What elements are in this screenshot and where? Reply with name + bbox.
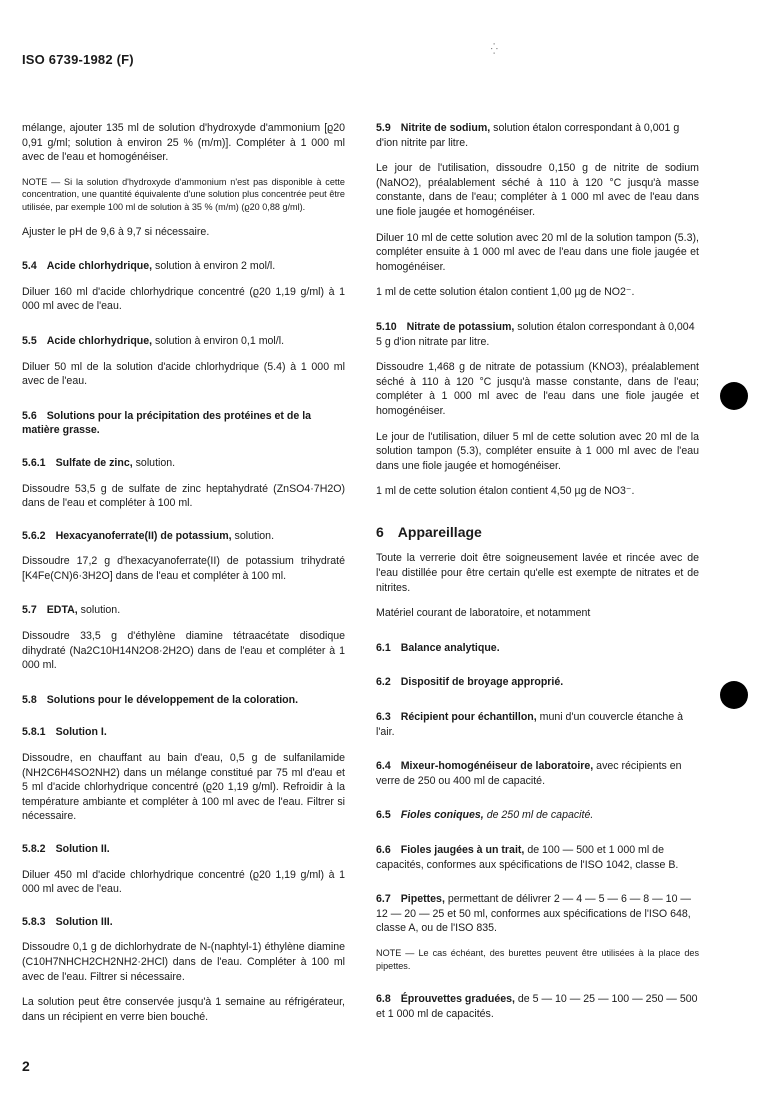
paragraph: Diluer 50 ml de la solution d'acide chlorhydrique (5.4) à 1 000 ml avec de l'eau.	[22, 360, 345, 388]
section-heading-6-4: 6.4 Mixeur-homogénéiseur de laboratoire, avec récipients en verre de 250 ou 400 ml de capacité.	[376, 760, 682, 787]
section-heading-6-1: 6.1 Balance analytique.	[376, 641, 500, 654]
left-column	[22, 121, 345, 1035]
punch-hole-top	[720, 382, 748, 410]
section-heading-6-6: 6.6 Fioles jaugées à un trait, de 100 — 500 et 1 000 ml de capacités, conformes aux spécifications de l'ISO 1042, classe B.	[376, 844, 679, 871]
right-column	[376, 121, 699, 1032]
section-heading-6-3: 6.3 Récipient pour échantillon, muni d'un couvercle étanche à l'air.	[376, 711, 684, 738]
paragraph: Le jour de l'utilisation, dissoudre 0,150 g de nitrite de sodium (NaNO2), préalablement séché à 110 à 120 °C jusqu'à masse constante, dans de l'eau; compléter à 1 000 ml avec de l'eau dans une fiole jaugée et homogénéiser.	[376, 162, 699, 218]
paragraph: Dissoudre 0,1 g de dichlorhydrate de N-(naphtyl-1) éthylène diamine (C10H7NHCH2CH2NH2·2HCl) dans de l'eau. Compléter à 100 ml avec de l'eau. Filtrer si nécessaire.	[22, 941, 345, 983]
paragraph: 1 ml de cette solution étalon contient 4,50 µg de NO3⁻.	[376, 485, 635, 498]
page-number: 2	[22, 1058, 30, 1074]
section-heading-5-8: 5.8 Solutions pour le développement de la coloration.	[22, 693, 299, 706]
paragraph: Dissoudre 17,2 g d'hexacyanoferrate(II) de potassium trihydraté [K4Fe(CN)6·3H2O] dans de l'eau et compléter à 100 ml.	[22, 555, 345, 582]
paragraph: Dissoudre 53,5 g de sulfate de zinc heptahydraté (ZnSO4·7H2O) dans de l'eau et compléter à 100 ml.	[22, 482, 345, 510]
margin-mark: ·:·	[488, 41, 503, 57]
paragraph: Matériel courant de laboratoire, et notamment	[376, 607, 591, 620]
paragraph: Diluer 10 ml de cette solution avec 20 ml de la solution tampon (5.3), compléter ensuite à 1 000 ml avec de l'eau dans une fiole jaugée et homogénéiser.	[376, 231, 699, 273]
section-heading-5-8-2: 5.8.2 Solution II.	[22, 843, 110, 855]
paragraph: Le jour de l'utilisation, diluer 5 ml de cette solution avec 20 ml de la solution tampon (5.3), compléter ensuite à 1 000 ml avec de l'eau dans une fiole jaugée et homogénéiser.	[376, 430, 699, 472]
section-heading-6-2: 6.2 Dispositif de broyage approprié.	[376, 676, 564, 689]
paragraph: Diluer 160 ml d'acide chlorhydrique concentré (ϱ20 1,19 g/ml) à 1 000 ml avec de l'eau.	[22, 285, 345, 313]
section-heading-5-4: 5.4 Acide chlorhydrique, solution à environ 2 mol/l.	[22, 260, 276, 273]
paragraph: 1 ml de cette solution étalon contient 1,00 µg de NO2⁻.	[376, 286, 635, 299]
section-heading-5-5: 5.5 Acide chlorhydrique, solution à environ 0,1 mol/l.	[22, 334, 285, 347]
paragraph: Dissoudre, en chauffant au bain d'eau, 0,5 g de sulfanilamide (NH2C6H4SO2NH2) dans un mélange constitué par 75 ml d'eau et 5 ml d'acide chlorhydrique concentré (ϱ20 1,19 g/ml). Refroidir à la température ambiante et compléter à 100 ml avec de l'eau. Filtrer si nécessaire.	[22, 752, 345, 823]
paragraph: Toute la verrerie doit être soigneusement lavée et rincée avec de l'eau distillée pour être certain qu'elle est exempte de nitrates et de nitrites.	[376, 552, 699, 594]
note: NOTE — Le cas échéant, des burettes peuvent être utilisées à la place des pipettes.	[376, 947, 699, 971]
section-heading-5-7: 5.7 EDTA, solution.	[22, 604, 121, 617]
section-heading-5-6-2: 5.6.2 Hexacyanoferrate(II) de potassium, solution.	[22, 529, 275, 542]
section-heading-6: 6 Appareillage	[376, 523, 482, 540]
paragraph: Ajuster le pH de 9,6 à 9,7 si nécessaire.	[22, 225, 210, 238]
paragraph: Diluer 450 ml d'acide chlorhydrique concentré (ϱ20 1,19 g/ml) à 1 000 ml avec de l'eau.	[22, 868, 345, 896]
section-heading-5-6-1: 5.6.1 Sulfate de zinc, solution.	[22, 456, 176, 469]
section-heading-6-7: 6.7 Pipettes, permettant de délivrer 2 — 4 — 5 — 6 — 8 — 10 — 12 — 20 — 25 et 50 ml, conformes aux spécifications de l'ISO 648, classe A, ou de l'ISO 835.	[376, 893, 692, 935]
section-heading-6-5: 6.5 Fioles coniques, de 250 ml de capacité.	[376, 809, 594, 822]
paragraph: Dissoudre 1,468 g de nitrate de potassium (KNO3), préalablement séché à 110 à 120 °C jusqu'à masse constante, dans de l'eau; compléter à 1 000 ml avec de l'eau dans une fiole jaugée et homogénéiser.	[376, 361, 699, 417]
section-heading-5-6: 5.6 Solutions pour la précipitation des protéines et de la matière grasse.	[22, 409, 312, 437]
section-heading-6-8: 6.8 Éprouvettes graduées, de 5 — 10 — 25 — 100 — 250 — 500 et 1 000 ml de capacités.	[376, 993, 698, 1020]
paragraph: mélange, ajouter 135 ml de solution d'hydroxyde d'ammonium [ϱ20 0,91 g/ml; solution à environ 25 % (m/m)]. Compléter à 1 000 ml avec de l'eau et homogénéiser.	[22, 122, 345, 164]
punch-hole-bottom	[720, 681, 748, 709]
section-heading-5-9: 5.9 Nitrite de sodium, solution étalon correspondant à 0,001 g d'ion nitrite par litre.	[376, 122, 680, 149]
section-heading-5-8-3: 5.8.3 Solution III.	[22, 915, 113, 928]
section-heading-5-8-1: 5.8.1 Solution I.	[22, 726, 107, 739]
note: NOTE — Si la solution d'hydroxyde d'ammonium n'est pas disponible à cette concentration, une quantité équivalente d'une solution plus concentrée peut être utilisée, par exemple 100 ml de solution à 35 % (m/m) (ϱ20 0,88 g/ml).	[22, 176, 345, 212]
section-heading-5-10: 5.10 Nitrate de potassium, solution étalon correspondant à 0,004 5 g d'ion nitrate par litre.	[376, 320, 695, 348]
paragraph: La solution peut être conservée jusqu'à 1 semaine au réfrigérateur, dans un récipient en verre bien bouché.	[22, 996, 345, 1023]
standard-header: ISO 6739-1982 (F)	[22, 52, 134, 67]
paragraph: Dissoudre 33,5 g d'éthylène diamine tétraacétate disodique dihydraté (Na2C10H14N2O8·2H2O) dans de l'eau et compléter à 1 000 ml.	[22, 630, 345, 672]
